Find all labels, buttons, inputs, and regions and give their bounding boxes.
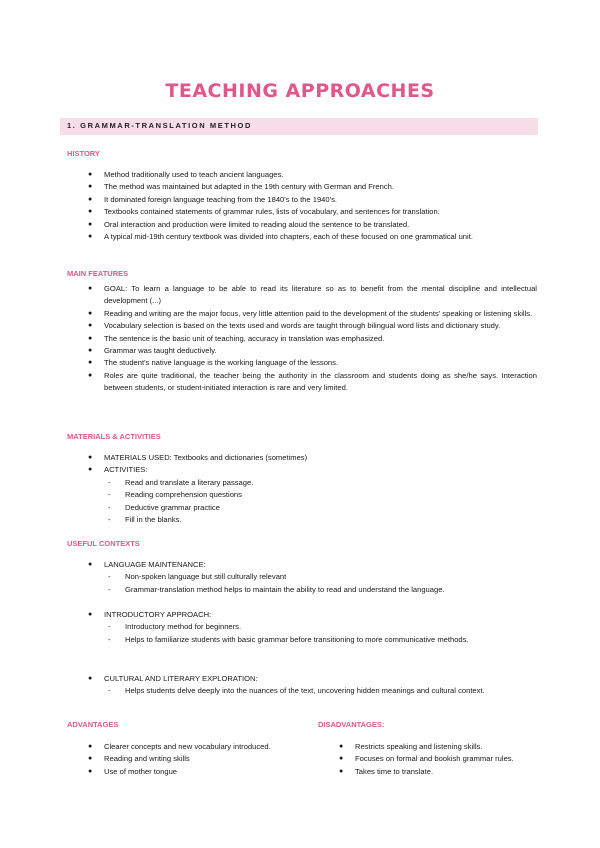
list-item: ● Takes time to translate. [318,766,536,778]
bullet-icon: ● [88,743,93,750]
bullet-icon: ● [88,309,93,317]
list-item: ● Method traditionally used to teach ancient languages. [67,169,537,181]
sub-item: - Helps students delve deeply into the nuances of the text, uncovering hidden meanings and cultural context. [108,686,485,696]
sub-item: - Grammar-translation method helps to maintain the ability to read and understand the language. [108,584,445,594]
sub-item: - Deductive grammar practice [108,502,220,512]
bullet-icon: ● [339,767,344,775]
contexts-list [67,559,537,596]
history-list [67,169,537,243]
materials-heading: MATERIALS & ACTIVITIES [67,432,161,441]
sub-item: - Introductory method for beginners. [108,622,242,632]
context-sublist [104,621,537,646]
sub-item: - Helps to familiarize students with basic grammar before transitioning to more communicative methods. [108,634,469,644]
list-item: ● Use of mother tongue [67,766,285,778]
disadvantages-heading: DISADVANTAGES: [318,720,385,729]
list-item: ● Vocabulary selection is based on the texts used and words are taught through bilingual word lists and dictionary study. [67,320,537,332]
context-group: ● CULTURAL AND LITERARY EXPLORATION: - Helps students delve deeply into the nuances of the text, uncovering hidden meanings and cultural context. [67,673,537,698]
features-heading: MAIN FEATURES [67,269,129,278]
list-item: ● Clearer concepts and new vocabulary introduced. [67,741,285,753]
bullet-icon: ● [88,767,93,775]
features-list [67,283,537,395]
list-item: ● Focuses on formal and bookish grammar rules. [318,753,536,765]
section-header-bar [60,118,538,135]
bullet-icon: ● [88,285,93,292]
list-item: ● Reading and writing are the major focus, very little attention paid to the development of the students' speaking or listening skills. [67,308,537,320]
list-item: ● The student's native language is the working language of the lessons. [67,357,537,369]
bullet-icon: ● [88,334,93,342]
activities-sublist [104,477,537,527]
bullet-icon: ● [88,171,93,178]
list-item: ● A typical mid-19th century textbook was divided into chapters, each of these focused on one grammatical unit. [67,231,537,243]
bullet-icon: ● [88,755,93,763]
materials-list [67,452,537,526]
history-heading: HISTORY [67,149,100,158]
list-item: ● GOAL: To learn a language to be able to read its literature so as to benefit from the mental discipline and intellectual development (...) [88,284,537,306]
bullet-icon: ● [88,466,93,474]
context-group: ● INTRODUCTORY APPROACH: - Introductory method for beginners. - Helps to familiarize students with basic grammar before transitioning to more communicative methods. [67,609,537,646]
context-sublist [104,571,537,596]
context-group: ● LANGUAGE MAINTENANCE: - Non-spoken language but still culturally relevant - Grammar-translation method helps to maintain the ability to read and understand the language. [67,559,537,596]
bullet-icon: ● [88,611,93,618]
bullet-icon: ● [339,755,344,763]
sub-item: - Reading comprehension questions [108,490,242,500]
context-sublist [104,685,537,697]
bullet-icon: ● [88,359,93,367]
list-item: ● Oral interaction and production were limited to reading aloud the sentence to be translated. [67,219,537,231]
bullet-icon: ● [88,561,93,568]
contexts-heading: USEFUL CONTEXTS [67,539,140,548]
bullet-icon: ● [88,220,93,228]
sub-item: - Fill in the blanks. [108,515,182,525]
bullet-icon: ● [88,675,93,682]
list-item: ● It dominated foreign language teaching from the 1840's to the 1940's. [67,194,537,206]
list-item: ● MATERIALS USED: Textbooks and dictionaries (sometimes) [67,452,537,464]
list-item: ● The sentence is the basic unit of teaching, accuracy in translation was emphasized. [67,333,537,345]
bullet-icon: ● [339,743,344,750]
bullet-icon: ● [88,233,93,241]
page-title: TEACHING APPROACHES [165,80,435,102]
list-item: ● Reading and writing skills [67,753,285,765]
bullet-icon: ● [88,347,93,355]
advantages-list [67,741,285,778]
sub-item: - Read and translate a literary passage. [108,477,254,487]
list-item: ● Textbooks contained statements of grammar rules, lists of vocabulary, and sentences for translation. [67,206,537,218]
contexts-list-2 [67,609,537,646]
contexts-list-3 [67,673,537,698]
disadvantages-list [318,741,536,778]
bullet-icon: ● [88,195,93,203]
list-item: ● Restricts speaking and listening skills. [318,741,536,753]
list-item: ● ACTIVITIES: - Read and translate a literary passage. - Reading comprehension questions - Deductive grammar practice - Fill in the blanks. [67,464,537,526]
list-item: ● Roles are quite traditional, the teacher being the authority in the classroom and students doing as she/he says. Interaction between students, or student-initiated interaction is rare and very limited. [88,370,537,393]
bullet-icon: ● [88,322,93,330]
bullet-icon: ● [88,208,93,216]
sub-item: - Non-spoken language but still culturally relevant [108,572,287,582]
bullet-icon: ● [88,183,93,191]
list-item: ● The method was maintained but adapted in the 19th century with German and French. [67,181,537,193]
bullet-icon: ● [88,371,93,379]
list-item: ● Grammar was taught deductively. [67,345,537,357]
bullet-icon: ● [88,454,93,461]
section-title: 1. GRAMMAR-TRANSLATION METHOD [67,121,252,130]
advantages-heading: ADVANTAGES [67,720,119,729]
